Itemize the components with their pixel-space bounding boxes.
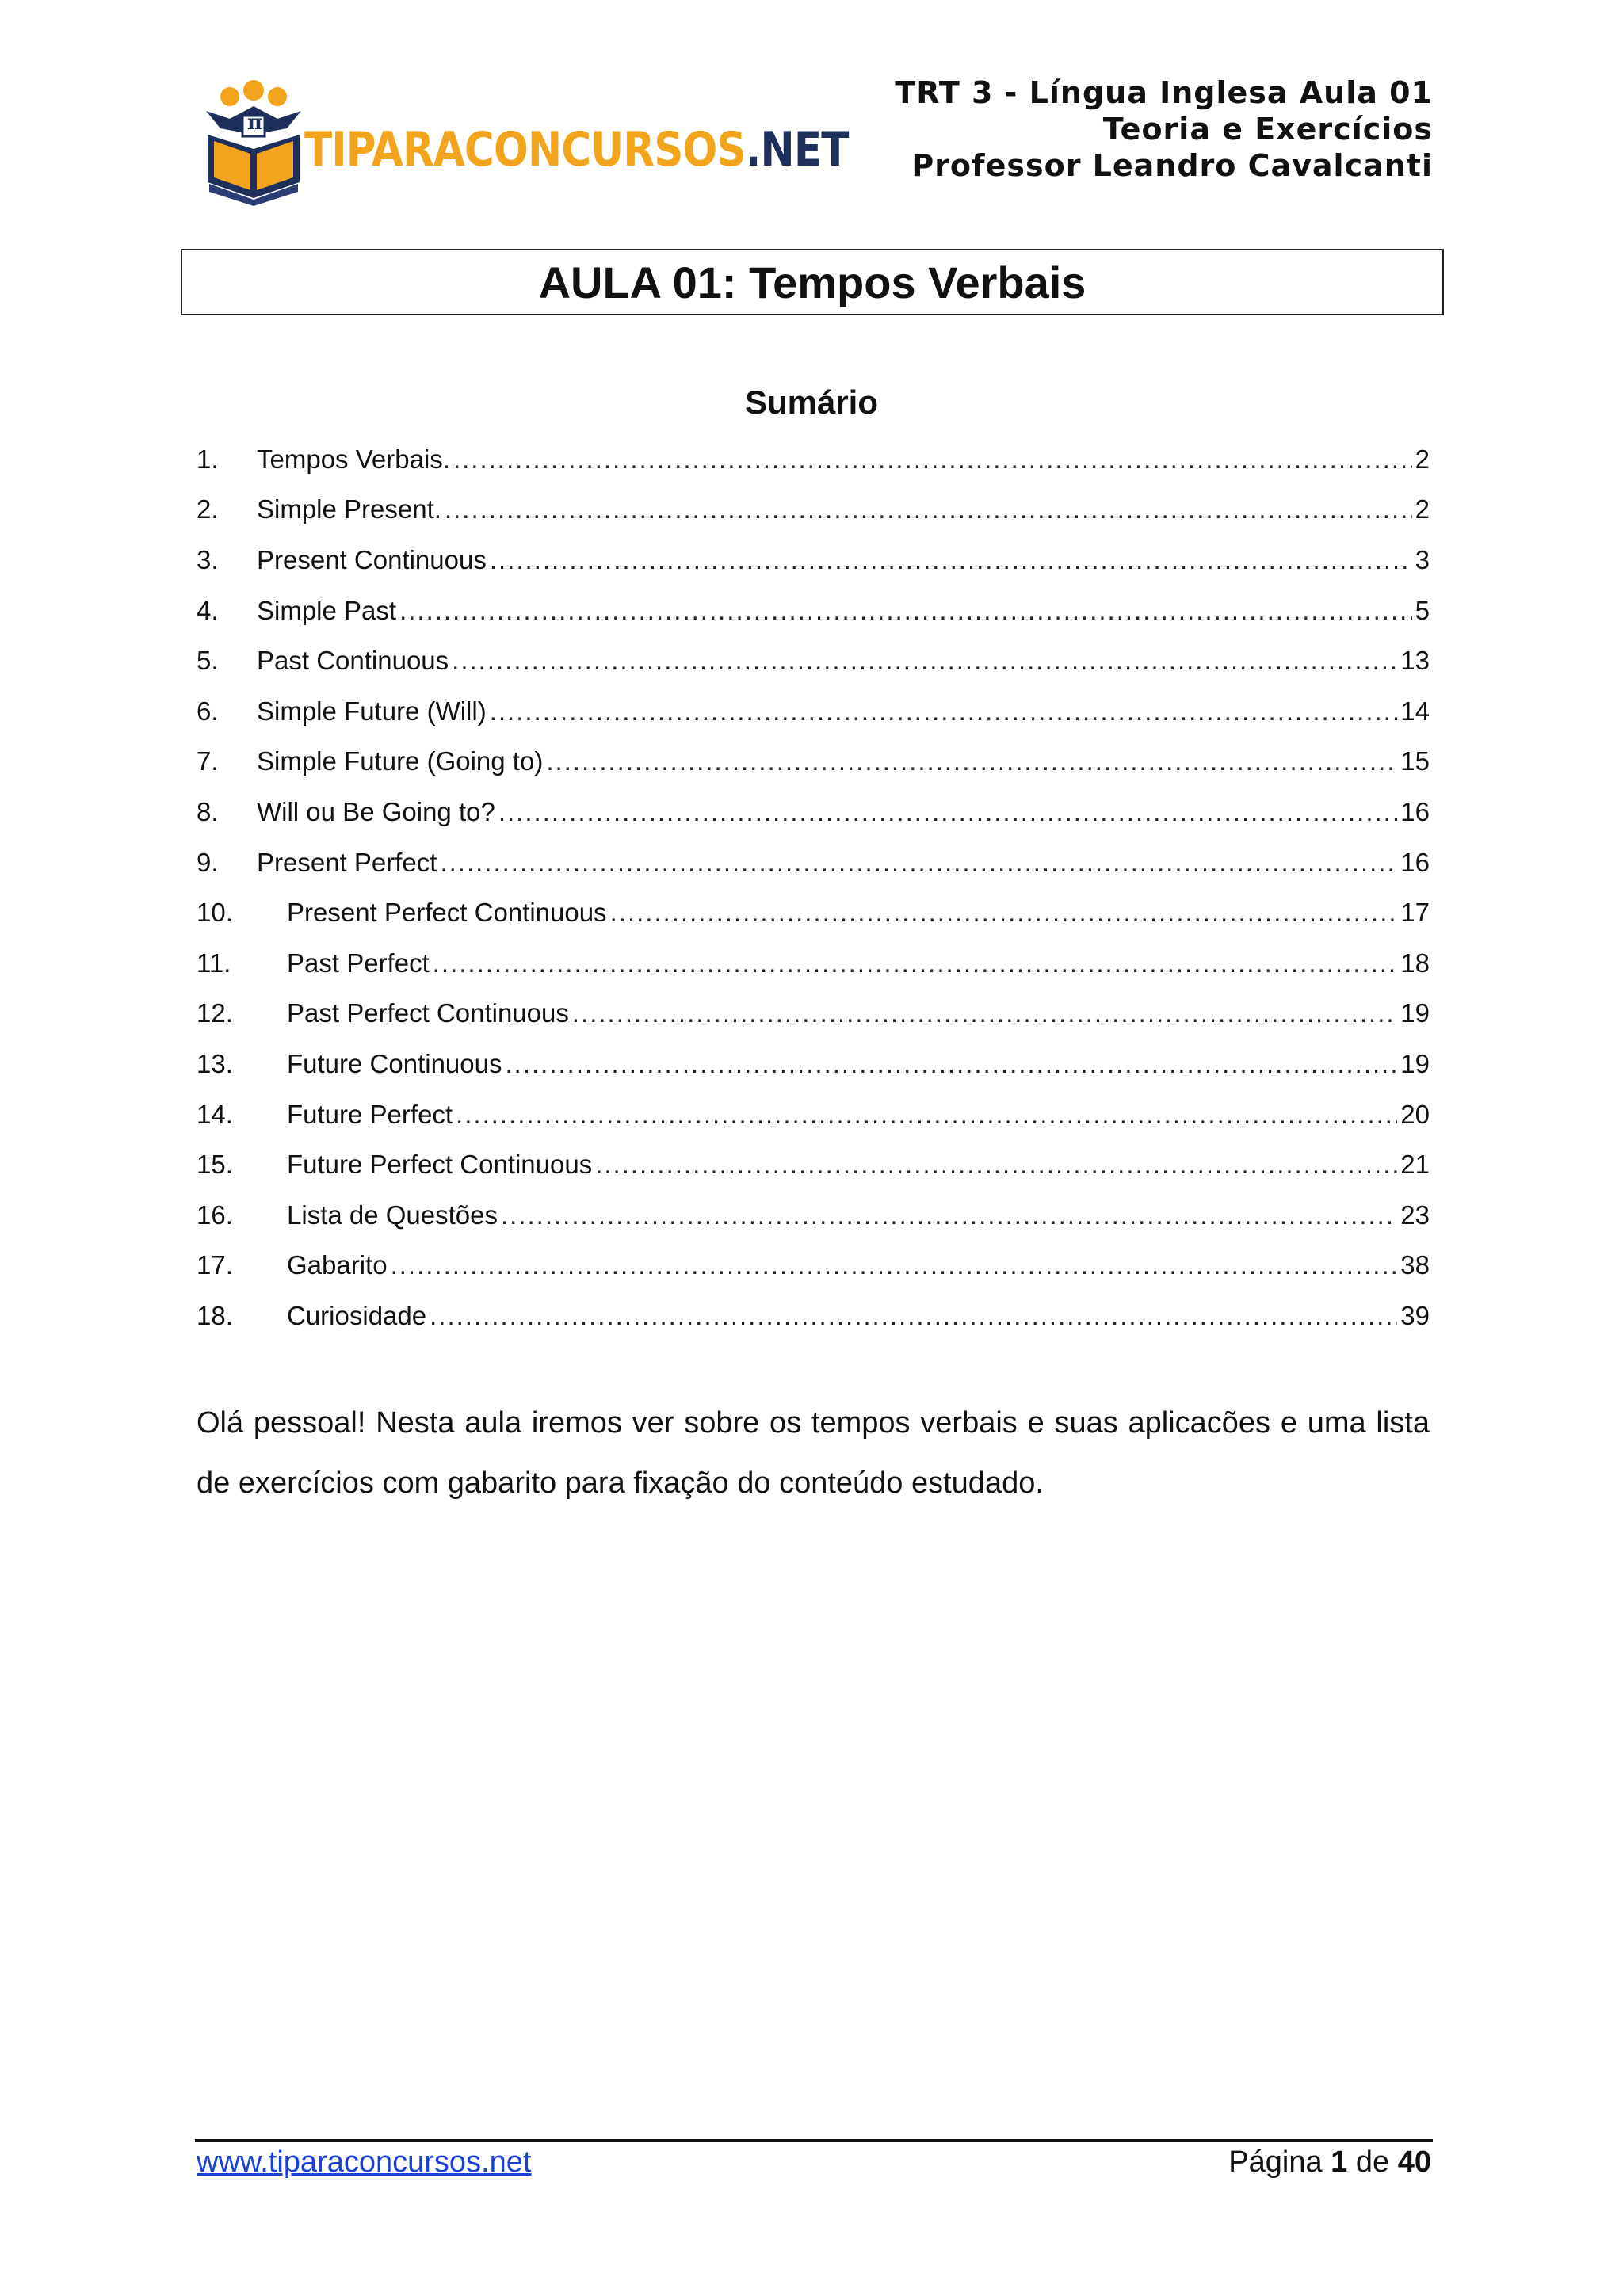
toc-dot-leader [595, 1149, 1397, 1180]
toc-item[interactable] [197, 585, 1430, 636]
toc-dot-leader [452, 645, 1397, 677]
toc-dot-leader [445, 494, 1412, 525]
toc-item-label: Simple Future (Going to) [257, 746, 544, 776]
toc-item[interactable] [197, 837, 1430, 888]
summary-heading: Sumário [744, 383, 879, 421]
toc-item-number: 9. [197, 847, 219, 877]
toc-item[interactable] [197, 1139, 1430, 1190]
toc-item-number: 16. [197, 1199, 233, 1230]
toc-item-number: 11. [197, 948, 231, 978]
toc-item[interactable] [197, 938, 1430, 989]
toc-item-page: 14 [1400, 696, 1430, 726]
toc-item-label: Past Continuous [257, 646, 449, 676]
logo-book-icon [198, 79, 309, 206]
toc-item[interactable] [197, 535, 1430, 585]
document-header-info [895, 74, 1433, 184]
toc-item-number: 18. [197, 1300, 233, 1330]
toc-item-label: Will ou Be Going to? [257, 796, 495, 826]
toc-dot-leader [391, 1249, 1398, 1281]
toc-dot-leader [610, 897, 1398, 929]
toc-item[interactable] [197, 737, 1430, 788]
toc-item-page: 17 [1400, 898, 1430, 928]
toc-item-number: 1. [197, 444, 219, 474]
toc-item-label: Tempos Verbais. [257, 444, 450, 474]
toc-item[interactable] [197, 1291, 1430, 1341]
toc-item-page: 19 [1400, 1048, 1430, 1078]
toc-item[interactable] [197, 1089, 1430, 1140]
toc-item-page: 18 [1400, 948, 1430, 978]
current-page-number: 1 [1331, 2145, 1348, 2179]
toc-item-number: 8. [197, 796, 219, 826]
toc-item-label: Future Continuous [287, 1048, 502, 1078]
toc-item-page: 2 [1415, 444, 1430, 474]
toc-item-label: Present Perfect [257, 847, 437, 877]
toc-dot-leader [490, 696, 1398, 727]
toc-item-page: 16 [1400, 796, 1430, 826]
toc-item[interactable] [197, 686, 1430, 737]
toc-item-label: Past Perfect Continuous [287, 998, 569, 1028]
total-pages-number: 40 [1397, 2145, 1431, 2179]
toc-item-label: Simple Future (Will) [257, 696, 487, 726]
subtitle-line: Teoria e Exercícios [1102, 112, 1433, 147]
toc-dot-leader [399, 595, 1412, 627]
toc-item-label: Past Perfect [287, 948, 430, 978]
toc-item[interactable] [197, 887, 1430, 938]
toc-item[interactable] [197, 787, 1430, 837]
toc-item-page: 19 [1400, 998, 1430, 1028]
toc-item-page: 23 [1400, 1199, 1430, 1230]
professor-line: Professor Leandro Cavalcanti [911, 148, 1433, 183]
toc-item-label: Lista de Questões [287, 1199, 498, 1230]
toc-item-number: 10. [197, 898, 233, 928]
toc-item-number: 5. [197, 646, 219, 676]
toc-item-page: 20 [1400, 1099, 1430, 1129]
toc-dot-leader [546, 746, 1397, 777]
logo-wordmark: TIPARACONCURSOS.NET [304, 122, 849, 177]
toc-item-number: 12. [197, 998, 233, 1028]
toc-item-number: 2. [197, 494, 219, 524]
toc-dot-leader [501, 1199, 1397, 1231]
toc-item[interactable] [197, 434, 1430, 485]
toc-item[interactable] [197, 635, 1430, 686]
logo-pi-symbol: π [247, 111, 263, 135]
toc-item[interactable] [197, 485, 1430, 536]
toc-item-page: 16 [1400, 847, 1430, 877]
page-indicator: Página 1 de 40 [1228, 2145, 1431, 2179]
toc-dot-leader [456, 1099, 1397, 1131]
lesson-title: AULA 01: Tempos Verbais [538, 257, 1086, 307]
toc-item-label: Simple Past [257, 595, 397, 625]
toc-item-page: 3 [1415, 544, 1430, 574]
toc-item-label: Curiosidade [287, 1300, 427, 1330]
toc-item-number: 3. [197, 544, 219, 574]
toc-item-page: 21 [1400, 1150, 1430, 1180]
toc-dot-leader [453, 444, 1412, 475]
toc-item-label: Present Perfect Continuous [287, 898, 607, 928]
toc-item-label: Future Perfect [287, 1099, 453, 1129]
toc-item-label: Gabarito [287, 1250, 388, 1280]
toc-item-label: Present Continuous [257, 544, 487, 574]
toc-dot-leader [490, 544, 1412, 576]
toc-item[interactable] [197, 1241, 1430, 1291]
toc-dot-leader [430, 1300, 1397, 1332]
toc-item-number: 4. [197, 595, 219, 625]
toc-item-number: 13. [197, 1048, 233, 1078]
toc-dot-leader [506, 1048, 1398, 1080]
toc-item-label: Simple Present. [257, 494, 441, 524]
site-logo [198, 79, 849, 206]
toc-dot-leader [440, 847, 1397, 879]
toc-item-number: 17. [197, 1250, 233, 1280]
toc-item-page: 5 [1415, 595, 1430, 625]
toc-dot-leader [572, 997, 1397, 1029]
toc-item[interactable] [197, 1190, 1430, 1241]
toc-item-page: 13 [1400, 646, 1430, 676]
toc-item-number: 6. [197, 696, 219, 726]
toc-item-number: 7. [197, 746, 219, 776]
toc-item-number: 14. [197, 1099, 233, 1129]
toc-item-page: 15 [1400, 746, 1430, 776]
toc-item-page: 39 [1400, 1300, 1430, 1330]
footer-divider [195, 2139, 1433, 2142]
toc-item[interactable] [197, 989, 1430, 1039]
toc-item-number: 15. [197, 1150, 233, 1180]
lesson-title-box [181, 249, 1444, 315]
toc-item[interactable] [197, 1039, 1430, 1089]
course-line: TRT 3 - Língua Inglesa Aula 01 [895, 75, 1433, 110]
toc-item-page: 2 [1415, 494, 1430, 524]
toc-item-page: 38 [1400, 1250, 1430, 1280]
intro-paragraph: Olá pessoal! Nesta aula iremos ver sobre os tempos verbais e suas aplicacões e uma lista de exercícios com gabarito para fixação do conteúdo estudado. [197, 1406, 1430, 1500]
footer-website-link[interactable]: www.tiparaconcursos.net [197, 2145, 532, 2179]
toc-item-label: Future Perfect Continuous [287, 1150, 593, 1180]
toc-dot-leader [498, 796, 1397, 828]
toc-dot-leader [433, 948, 1398, 979]
table-of-contents [197, 434, 1430, 1341]
